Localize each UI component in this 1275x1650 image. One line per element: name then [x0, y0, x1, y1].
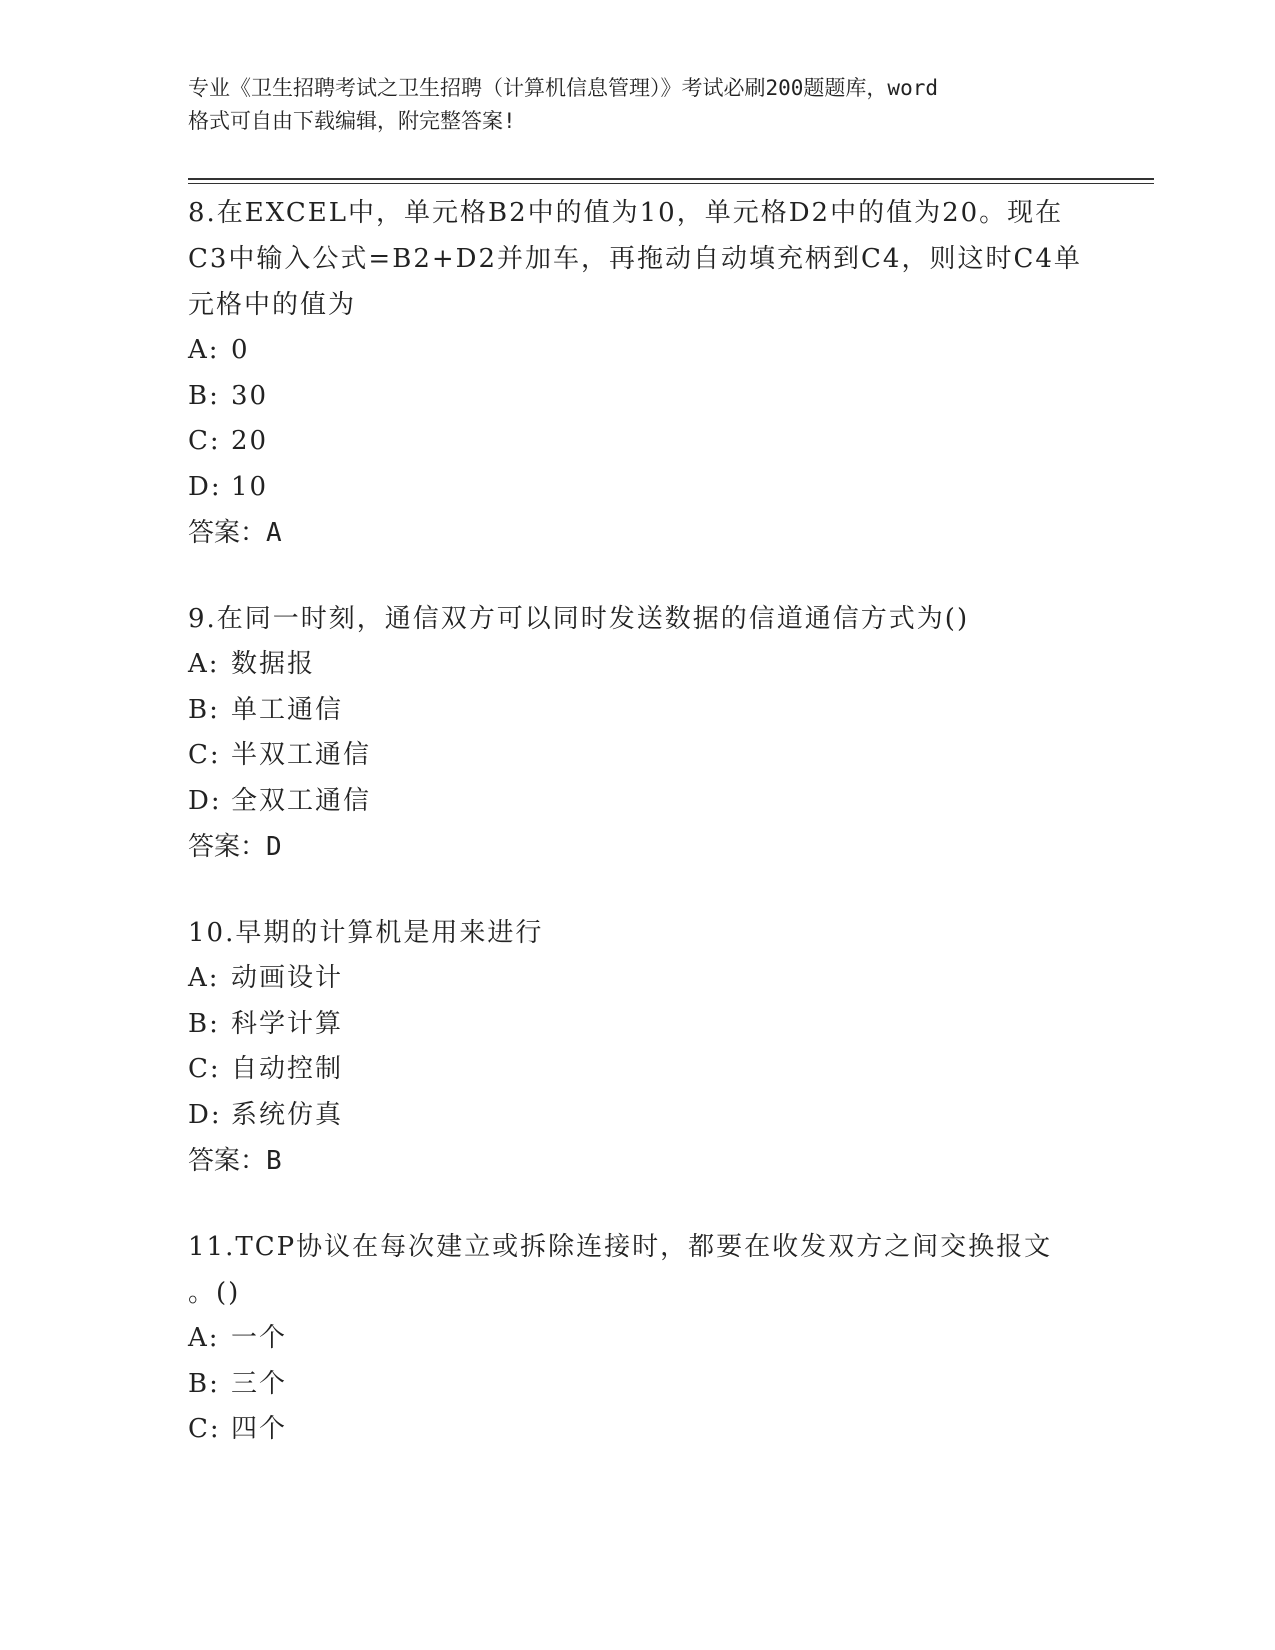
question-text-line: C3中输入公式=B2+D2并加车，再拖动自动填充柄到C4，则这时C4单: [188, 244, 1082, 274]
option-text: 数据报: [231, 649, 316, 679]
answer-option: [188, 374, 1088, 420]
answer-option: [188, 688, 1088, 734]
header-divider-thick: [188, 178, 1154, 180]
option-key: A:: [188, 1323, 220, 1353]
option-key: A:: [188, 335, 220, 365]
option-text: 单工通信: [231, 694, 344, 725]
option-key: C:: [188, 740, 221, 770]
document-header: [188, 72, 1088, 138]
question-text-line: 10.早期的计算机是用来进行: [188, 918, 544, 948]
header-divider-thin: [188, 183, 1154, 184]
answer-option: [188, 1316, 1088, 1362]
question-list: [188, 190, 1088, 1493]
header-line-2: 格式可自由下载编辑，附完整答案!: [188, 109, 516, 133]
answer-option: [188, 1093, 1088, 1139]
answer-option: [188, 328, 1088, 374]
question-block: [188, 596, 1088, 870]
option-text: 全双工通信: [231, 785, 372, 816]
option-text: 科学计算: [231, 1008, 344, 1039]
question-block: [188, 910, 1088, 1184]
answer-option: [188, 733, 1088, 779]
question-block: [188, 1224, 1088, 1453]
option-text: 自动控制: [231, 1054, 344, 1084]
option-key: D:: [188, 785, 222, 816]
option-text: 动画设计: [231, 963, 344, 993]
option-text: 20: [231, 426, 269, 456]
option-key: B:: [188, 380, 220, 411]
question-text-line: 。(): [188, 1278, 241, 1308]
answer-option: [188, 779, 1088, 825]
answer-option: [188, 642, 1088, 688]
option-text: 30: [231, 380, 269, 411]
question-text-line: 元格中的值为: [188, 290, 357, 320]
option-key: C:: [188, 1054, 221, 1084]
option-key: B:: [188, 694, 220, 725]
option-text: 系统仿真: [231, 1099, 344, 1130]
option-key: A:: [188, 963, 220, 993]
answer-option: [188, 1362, 1088, 1408]
option-key: D:: [188, 471, 222, 502]
option-key: D:: [188, 1099, 222, 1130]
option-text: 三个: [231, 1368, 288, 1399]
answer-key: 答案：B: [188, 1146, 282, 1176]
answer-option: [188, 1407, 1088, 1453]
option-text: 0: [231, 335, 250, 365]
answer-option: [188, 1047, 1088, 1093]
option-key: C:: [188, 426, 221, 456]
answer-key: 答案：A: [188, 518, 282, 548]
question-block: [188, 190, 1088, 556]
option-text: 一个: [231, 1323, 288, 1353]
option-text: 半双工通信: [231, 740, 372, 770]
question-text-line: 8.在EXCEL中，单元格B2中的值为10，单元格D2中的值为20。现在: [188, 198, 1064, 228]
option-key: B:: [188, 1368, 220, 1399]
answer-key: 答案：D: [188, 832, 282, 862]
header-line-1: 专业《卫生招聘考试之卫生招聘（计算机信息管理）》考试必刷200题题库，word: [188, 76, 938, 100]
answer-option: [188, 956, 1088, 1002]
option-text: 四个: [231, 1414, 288, 1444]
answer-option: [188, 1002, 1088, 1048]
answer-option: [188, 465, 1088, 511]
question-text-line: 9.在同一时刻，通信双方可以同时发送数据的信道通信方式为(): [188, 604, 970, 634]
option-key: B:: [188, 1008, 220, 1039]
option-text: 10: [231, 471, 269, 502]
answer-option: [188, 419, 1088, 465]
option-key: A:: [188, 649, 220, 679]
question-text-line: 11.TCP协议在每次建立或拆除连接时，都要在收发双方之间交换报文: [188, 1232, 1053, 1262]
option-key: C:: [188, 1414, 221, 1444]
